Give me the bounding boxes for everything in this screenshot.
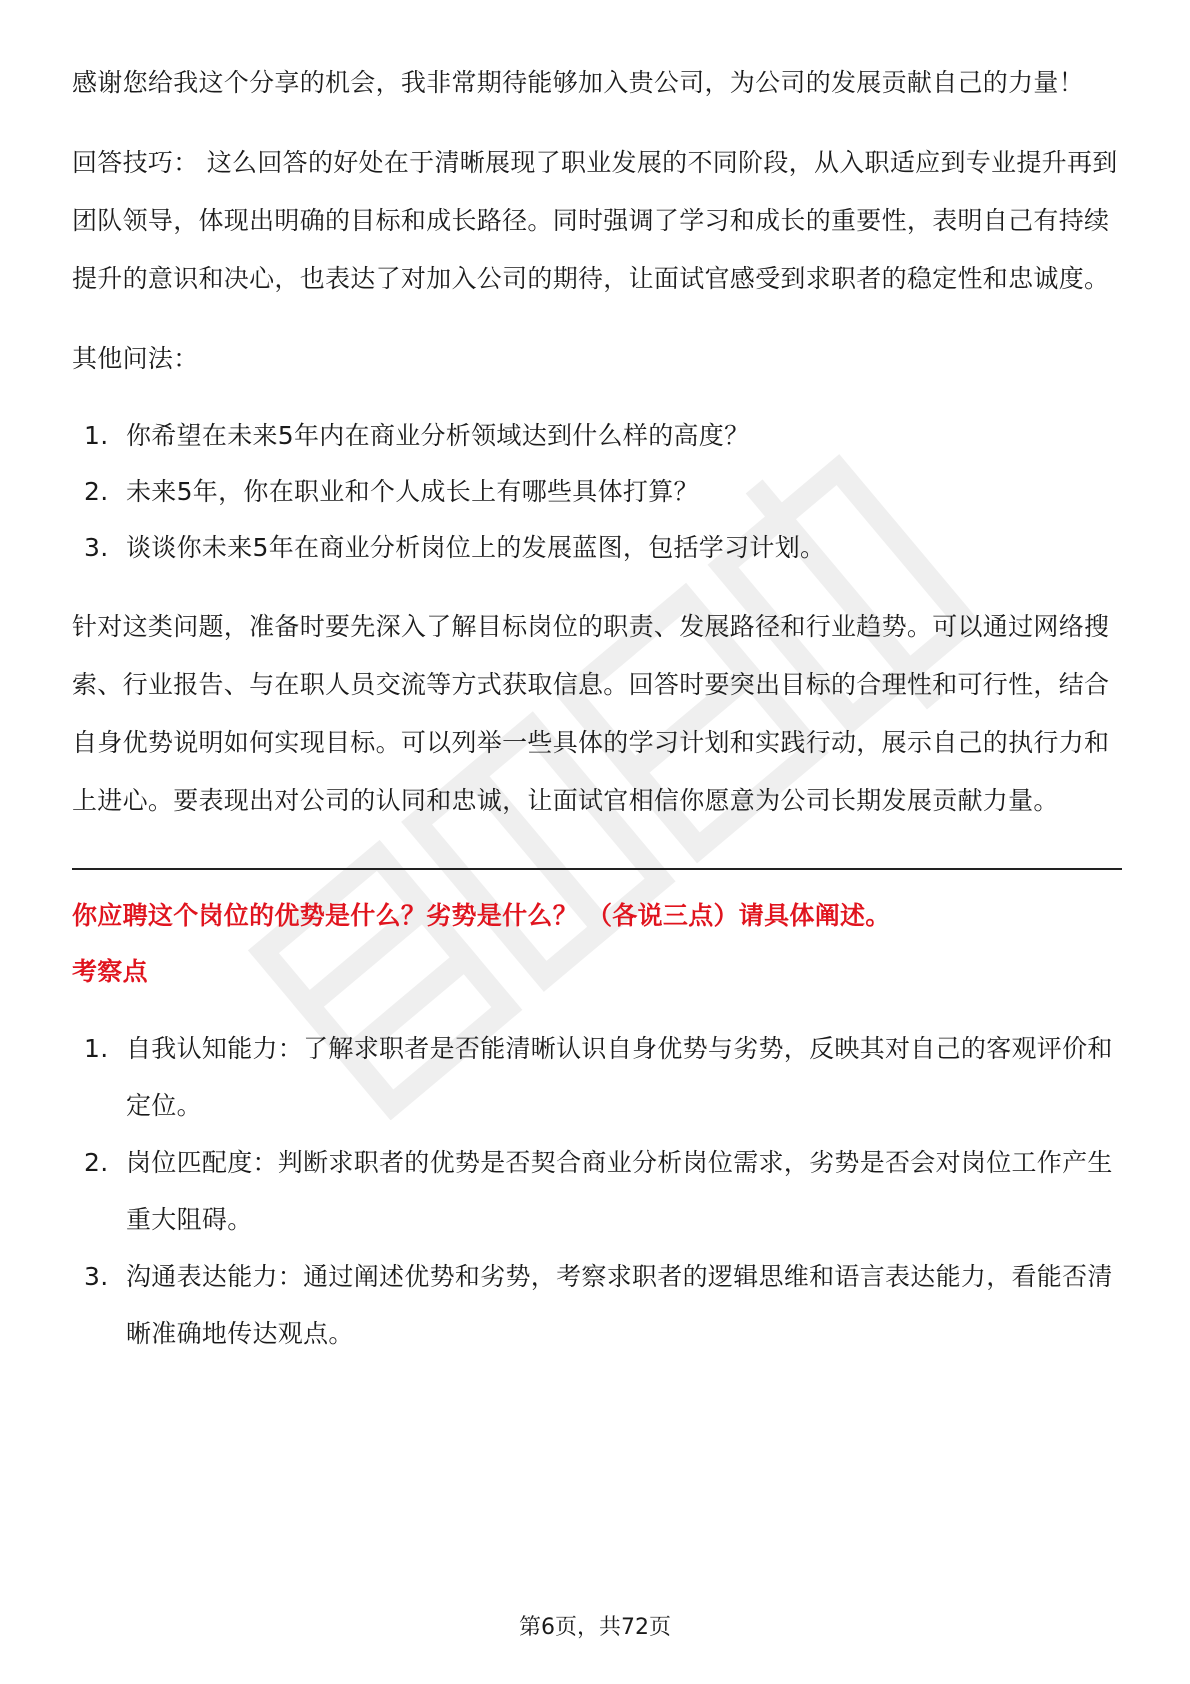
other-questions-list	[72, 408, 1122, 576]
list-item-text: 你希望在未来5年内在商业分析领域达到什么样的高度？	[126, 421, 750, 450]
list-item-number: 2.	[84, 477, 109, 506]
list-item-text: 岗位匹配度：判断求职者的优势是否契合商业分析岗位需求，劣势是否会对岗位工作产生重大阻碍。	[126, 1148, 1113, 1234]
closing-paragraph: 感谢您给我这个分享的机会，我非常期待能够加入贵公司，为公司的发展贡献自己的力量！	[72, 68, 1085, 97]
list-item-number: 3.	[84, 1262, 109, 1291]
list-item	[72, 408, 1122, 464]
assessment-points-label: 考察点	[72, 957, 148, 986]
section-divider	[72, 868, 1122, 870]
list-item-text: 谈谈你未来5年在商业分析岗位上的发展蓝图，包括学习计划。	[126, 533, 826, 562]
list-item-text: 沟通表达能力：通过阐述优势和劣势，考察求职者的逻辑思维和语言表达能力，看能否清晰准确地传达观点。	[126, 1262, 1113, 1348]
list-item-number: 1.	[84, 421, 109, 450]
page-number-footer: 第6页，共72页	[519, 1615, 671, 1640]
main-content	[72, 54, 1122, 1362]
list-item-number: 3.	[84, 533, 109, 562]
list-item	[72, 1248, 1122, 1362]
question-title: 你应聘这个岗位的优势是什么？劣势是什么？ （各说三点）请具体阐述。	[72, 901, 891, 930]
other-questions-heading: 其他问法：	[72, 344, 199, 373]
list-item-text: 自我认知能力：了解求职者是否能清晰认识自身优势与劣势，反映其对自己的客观评价和定位。	[126, 1034, 1113, 1120]
list-item-text: 未来5年，你在职业和个人成长上有哪些具体打算？	[126, 477, 699, 506]
preparation-advice-paragraph: 针对这类问题，准备时要先深入了解目标岗位的职责、发展路径和行业趋势。可以通过网络搜索、行业报告、与在职人员交流等方式获取信息。回答时要突出目标的合理性和可行性，结合自身优势说明如何实现目标。可以列举一些具体的学习计划和实践行动，展示自己的执行力和上进心。要表现出对公司的认同和忠诚，让面试官相信你愿意为公司长期发展贡献力量。	[72, 612, 1110, 815]
list-item-number: 2.	[84, 1148, 109, 1177]
list-item	[72, 464, 1122, 520]
list-item-number: 1.	[84, 1034, 109, 1063]
answer-tips-paragraph: 回答技巧： 这么回答的好处在于清晰展现了职业发展的不同阶段，从入职适应到专业提升再到团队领导，体现出明确的目标和成长路径。同时强调了学习和成长的重要性，表明自己有持续提升的意识和决心，也表达了对加入公司的期待，让面试官感受到求职者的稳定性和忠诚度。	[72, 148, 1118, 293]
list-item	[72, 1020, 1122, 1134]
list-item	[72, 1134, 1122, 1248]
list-item	[72, 520, 1122, 576]
assessment-points-list	[72, 1020, 1122, 1362]
